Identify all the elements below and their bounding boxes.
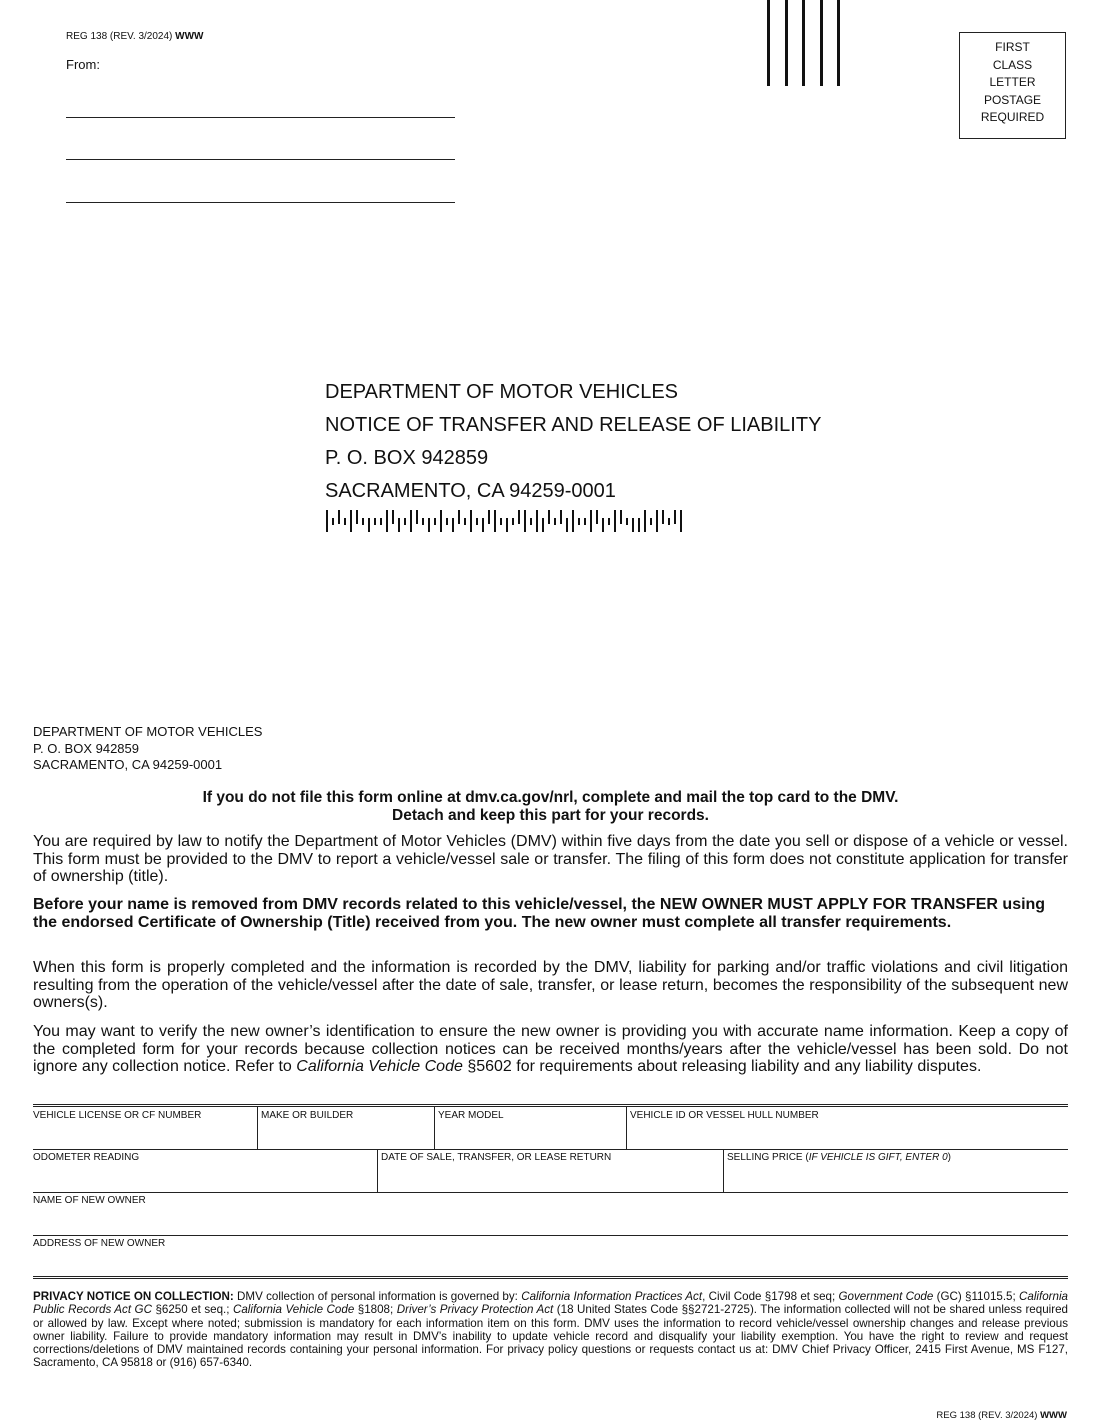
barcode-bar: [638, 518, 640, 532]
instructions-headline: [33, 789, 1068, 825]
barcode-bar: [488, 510, 490, 524]
price-label-end: ): [947, 1152, 951, 1163]
barcode-bar: [374, 518, 376, 525]
stamp-line: REQUIRED: [980, 110, 1045, 125]
barcode-bar: [578, 518, 580, 525]
barcode-bar: [590, 510, 592, 532]
stamp-line: LETTER: [989, 75, 1036, 90]
field-label-date: DATE OF SALE, TRANSFER, OR LEASE RETURN: [381, 1152, 612, 1163]
fim-bar-1: [767, 0, 770, 86]
postal-barcode: [325, 510, 695, 532]
headline-line-2: Detach and keep this part for your records.: [392, 807, 709, 824]
barcode-bar: [530, 518, 532, 525]
barcode-bar: [548, 510, 550, 524]
barcode-bar: [440, 510, 442, 532]
barcode-bar: [662, 510, 664, 524]
field-label-new-owner-name: NAME OF NEW OWNER: [33, 1195, 146, 1206]
privacy-text: §1808;: [354, 1303, 397, 1317]
privacy-text: §6250 et seq.;: [151, 1303, 233, 1317]
barcode-bar: [464, 518, 466, 525]
footer-form-number: [936, 1410, 1067, 1421]
instruction-paragraph-4: [33, 1023, 1068, 1076]
fim-bar-4: [820, 0, 823, 86]
form-number: [66, 31, 203, 42]
barcode-bar: [506, 518, 508, 532]
form-bottom-rule: [33, 1276, 1068, 1279]
from-line-2[interactable]: [66, 159, 455, 160]
barcode-bar: [632, 518, 634, 532]
barcode-bar: [350, 510, 352, 532]
barcode-bar: [626, 518, 628, 525]
field-label-price: [727, 1152, 951, 1163]
from-label: From:: [66, 57, 100, 72]
barcode-bar: [524, 510, 526, 532]
barcode-bar: [512, 518, 514, 525]
barcode-bar: [482, 518, 484, 532]
barcode-bar: [392, 510, 394, 524]
barcode-bar: [434, 518, 436, 525]
privacy-italic: California Vehicle Code: [232, 1303, 355, 1317]
barcode-bar: [536, 510, 538, 532]
barcode-bar: [386, 510, 388, 532]
headline-line-1: If you do not file this form online at dmv.ca.gov/nrl, complete and mail the top card to the DMV.: [202, 789, 899, 806]
barcode-bar: [362, 518, 364, 525]
privacy-italic: Driver’s Privacy Protection Act: [396, 1303, 554, 1317]
price-label-italic: IF VEHICLE IS GIFT, ENTER 0: [808, 1152, 948, 1163]
para4-text: You may want to verify the new owner’s identification to ensure the new owner is providing you with accurate name information. Keep a copy of the completed form for your records because collection notices can be received months/years after the vehicle/vessel has been sold. Do not ignore any collection notice. Refer to: [33, 1023, 1068, 1076]
instruction-paragraph-1: You are required by law to notify the Department of Motor Vehicles (DMV) within five days from the date you sell or dispose of a vehicle or vessel. This form must be provided to the DMV to report a vehicle/vessel sale or transfer. The filing of this form does not constitute application for transfer of ownership (title).: [33, 833, 1068, 886]
field-label-odometer: ODOMETER READING: [33, 1152, 140, 1163]
privacy-text: , Civil Code §1798 et seq;: [702, 1290, 839, 1303]
field-label-license: VEHICLE LICENSE OR CF NUMBER: [33, 1110, 202, 1121]
barcode-bar: [326, 510, 328, 532]
from-line-1[interactable]: [66, 117, 455, 118]
barcode-bar: [368, 518, 370, 532]
form-number-suffix: WWW: [175, 31, 204, 42]
return-address: [33, 724, 262, 774]
barcode-bar: [560, 510, 562, 524]
privacy-notice: [33, 1290, 1068, 1370]
field-label-vin: VEHICLE ID OR VESSEL HULL NUMBER: [630, 1110, 819, 1121]
mailing-address: [325, 376, 821, 508]
barcode-bar: [398, 518, 400, 532]
barcode-bar: [608, 518, 610, 525]
barcode-bar: [674, 510, 676, 524]
barcode-bar: [566, 518, 568, 532]
address-line: SACRAMENTO, CA 94259-0001: [325, 480, 616, 502]
field-label-new-owner-address: ADDRESS OF NEW OWNER: [33, 1238, 166, 1249]
para4-italic: California Vehicle Code: [296, 1058, 463, 1076]
instruction-paragraph-3: When this form is properly completed and the information is recorded by the DMV, liability for parking and/or traffic violations and civil litigation resulting from the operation of the vehicle/vessel after the date of sale, transfer, or lease return, becomes the responsibility of the subsequent new owners(s).: [33, 959, 1068, 1012]
barcode-bar: [458, 510, 460, 524]
fim-bar-5: [837, 0, 840, 86]
from-line-3[interactable]: [66, 202, 455, 203]
barcode-bar: [452, 518, 454, 532]
address-line: P. O. BOX 942859: [325, 447, 489, 469]
privacy-text: DMV collection of personal information is governed by:: [233, 1290, 522, 1303]
barcode-bar: [446, 518, 448, 525]
stamp-line: CLASS: [992, 57, 1033, 72]
field-row-rule: [33, 1149, 1068, 1150]
address-line: DEPARTMENT OF MOTOR VEHICLES: [325, 381, 679, 403]
barcode-bar: [344, 518, 346, 525]
field-divider: [257, 1107, 258, 1149]
field-divider: [723, 1149, 724, 1192]
barcode-bar: [542, 518, 544, 532]
stamp-line: POSTAGE: [983, 92, 1042, 107]
field-row-rule: [33, 1192, 1068, 1193]
privacy-text: (GC) §11015.5;: [933, 1290, 1020, 1303]
barcode-bar: [572, 510, 574, 532]
barcode-bar: [332, 518, 334, 525]
barcode-bar: [422, 518, 424, 525]
barcode-bar: [584, 518, 586, 525]
field-label-year: YEAR MODEL: [438, 1110, 504, 1121]
barcode-bar: [476, 518, 478, 525]
barcode-bar: [554, 518, 556, 525]
barcode-bar: [620, 510, 622, 524]
field-divider: [626, 1107, 627, 1149]
address-line: NOTICE OF TRANSFER AND RELEASE OF LIABILITY: [325, 414, 822, 436]
return-address-line: SACRAMENTO, CA 94259-0001: [33, 757, 223, 772]
barcode-bar: [500, 518, 502, 525]
barcode-bar: [494, 510, 496, 532]
return-address-line: P. O. BOX 942859: [33, 740, 139, 756]
stamp-line: FIRST: [995, 40, 1030, 54]
barcode-bar: [668, 518, 670, 525]
barcode-bar: [614, 510, 616, 532]
instruction-paragraph-2: Before your name is removed from DMV records related to this vehicle/vessel, the NEW OWNER MUST APPLY FOR TRANSFER using the endorsed Certificate of Ownership (Title) received from you. The new owner must complete all transfer requirements.: [33, 896, 1046, 931]
form-number-text: REG 138 (REV. 3/2024): [66, 31, 173, 42]
postage-stamp-box: [959, 32, 1066, 139]
fim-bar-3: [802, 0, 805, 86]
barcode-bar: [596, 510, 598, 524]
para4-text-end: §5602 for requirements about releasing liability and any liability disputes.: [462, 1058, 982, 1076]
field-divider: [377, 1149, 378, 1192]
field-row-rule: [33, 1235, 1068, 1236]
barcode-bar: [518, 510, 520, 524]
barcode-bar: [404, 518, 406, 525]
barcode-bar: [410, 510, 412, 532]
form-top-rule: [33, 1104, 1068, 1107]
footer-form-number-text: REG 138 (REV. 3/2024): [936, 1410, 1038, 1421]
barcode-bar: [656, 510, 658, 532]
barcode-bar: [650, 518, 652, 525]
privacy-italic: California Public Records Act GC: [33, 1290, 1069, 1317]
privacy-italic: California Information Practices Act: [521, 1290, 703, 1303]
barcode-bar: [428, 518, 430, 532]
privacy-title: PRIVACY NOTICE ON COLLECTION:: [33, 1290, 234, 1303]
return-address-line: DEPARTMENT OF MOTOR VEHICLES: [33, 724, 263, 739]
barcode-bar: [338, 510, 340, 524]
barcode-bar: [602, 518, 604, 532]
price-label-text: SELLING PRICE (: [727, 1152, 809, 1163]
privacy-text: (18 United States Code §§2721-2725). The information collected will not be shared unless required or allowed by law. Except where noted; submission is mandatory for each information item on this form. DMV uses the information to record vehicle/vessel ownership changes and release previous owner liability. Failure to provide mandatory information may result in DMV’s inability to update vehicle record and disqualify your liability exemption. You have the right to review and request corrections/deletions of DMV maintained records containing your personal information. For privacy policy questions or requests contact us at: DMV Chief Privacy Officer, 2415 First Avenue, MS F127, Sacramento, CA 95818 or (916) 657-6340.: [33, 1303, 1068, 1370]
barcode-bar: [416, 510, 418, 524]
barcode-bar: [356, 510, 358, 524]
field-label-make: MAKE OR BUILDER: [261, 1110, 354, 1121]
barcode-bar: [470, 510, 472, 532]
fim-bar-2: [785, 0, 788, 86]
barcode-bar: [680, 510, 682, 532]
privacy-italic: Government Code: [838, 1290, 934, 1303]
footer-form-suffix: WWW: [1040, 1410, 1067, 1421]
barcode-bar: [644, 510, 646, 532]
barcode-bar: [380, 518, 382, 525]
field-divider: [434, 1107, 435, 1149]
